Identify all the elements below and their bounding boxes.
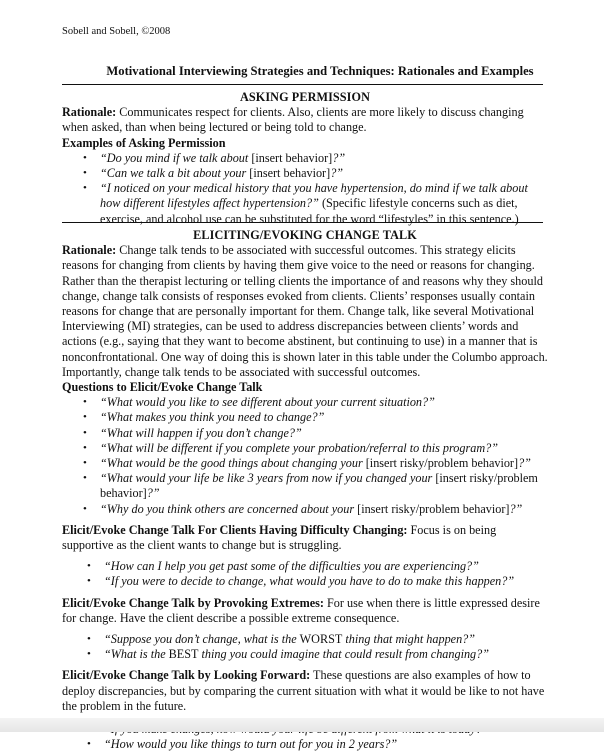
examples-label: Examples of Asking Permission bbox=[62, 135, 226, 150]
asking-permission-section bbox=[62, 90, 548, 227]
permission-list bbox=[62, 151, 548, 227]
list-item: • “What is the BEST thing you could imagine that could result from changing?” bbox=[87, 647, 490, 662]
list-item: • “How would you like things to turn out for you in 2 years?” bbox=[87, 737, 398, 752]
extremes-paragraph: Elicit/Evoke Change Talk by Provoking Extremes: For use when there is little expressed desire for change. Have the client describe a possible extreme consequence. bbox=[62, 595, 540, 625]
list-item: • “If you were to decide to change, what would you have to do to make this happen?” bbox=[87, 574, 515, 589]
list-item: • “Why do you think others are concerned about your [insert risky/problem behavior]?” bbox=[83, 501, 523, 516]
document-title: Motivational Interviewing Strategies and Techniques: Rationales and Examples bbox=[106, 64, 534, 78]
questions-label: Questions to Elicit/Evoke Change Talk bbox=[62, 380, 263, 395]
change-talk-list bbox=[62, 395, 548, 517]
list-item: • “What would your life be like 3 years from now if you changed your [insert risky/problem behavior]?” bbox=[83, 471, 538, 501]
list-item: • “What would be the good things about changing your [insert risky/problem behavior]?” bbox=[83, 456, 531, 471]
forward-paragraph: Elicit/Evoke Change Talk by Looking Forward: These questions are also examples of how to deploy discrepancies, but by comparing the current situation with what it would be like to not have the problem in the future. bbox=[62, 668, 545, 713]
list-item: • “What makes you think you need to change?” bbox=[83, 410, 325, 425]
difficulty-list bbox=[62, 559, 548, 589]
list-item: • “I noticed on your medical history that you have hypertension, do mind if we talk about how different lifestyles affect hypertension?” (Specific lifestyle concerns such as diet, exercise, and alcohol use can be substituted for the word “lifestyles” in this sentence.) bbox=[83, 181, 528, 226]
page-bottom-shadow bbox=[0, 718, 604, 732]
list-item: • “What would you like to see different about your current situation?” bbox=[83, 395, 435, 410]
section-rule bbox=[62, 222, 543, 223]
list-item: • “Can we talk a bit about your [insert behavior]?” bbox=[83, 166, 344, 181]
rationale-paragraph: Rationale: Change talk tends to be associated with successful outcomes. This strategy elicits reasons for changing from clients by having them give voice to the need or reasons for changing. Rather than the therapist lecturing or telling clients the importance of and reasons why they should change, change talk consists of responses evoked from clients. Clients’ responses usually contain reasons for change that are personally important for them. Change talk, like several Motivational Interviewing (MI) strategies, can be used to address discrepancies between clients’ words and actions (e.g., saying that they want to become abstinent, but continuing to use) in a manner that is nonconfrontational. One way of doing this is shown later in this table under the Columbo approach. Importantly, change talk tends to be associated with successful outcomes. bbox=[62, 243, 548, 379]
author-header: Sobell and Sobell, ©2008 bbox=[62, 26, 171, 37]
section-heading: ELICITING/EVOKING CHANGE TALK bbox=[193, 228, 417, 242]
section-heading: ASKING PERMISSION bbox=[239, 90, 371, 104]
top-rule bbox=[62, 84, 543, 85]
eliciting-section bbox=[62, 228, 548, 753]
list-item: • “What will happen if you don’t change?” bbox=[83, 425, 302, 440]
rationale-paragraph: Rationale: Communicates respect for clients. Also, clients are more likely to discuss changing when asked, than when being lectured or being told to change. bbox=[62, 105, 524, 135]
list-item: • “Do you mind if we talk about [insert behavior]?” bbox=[83, 150, 346, 165]
list-item: • “What will be different if you complete your probation/referral to this program?” bbox=[83, 440, 498, 455]
list-item: • “Suppose you don’t change, what is the WORST thing that might happen?” bbox=[87, 632, 476, 647]
list-item: • “How can I help you get past some of the difficulties you are experiencing?” bbox=[87, 559, 479, 574]
extremes-list bbox=[62, 632, 548, 662]
difficulty-paragraph: Elicit/Evoke Change Talk For Clients Having Difficulty Changing: Focus is on being supportive as the client wants to change but is struggling. bbox=[62, 522, 497, 553]
